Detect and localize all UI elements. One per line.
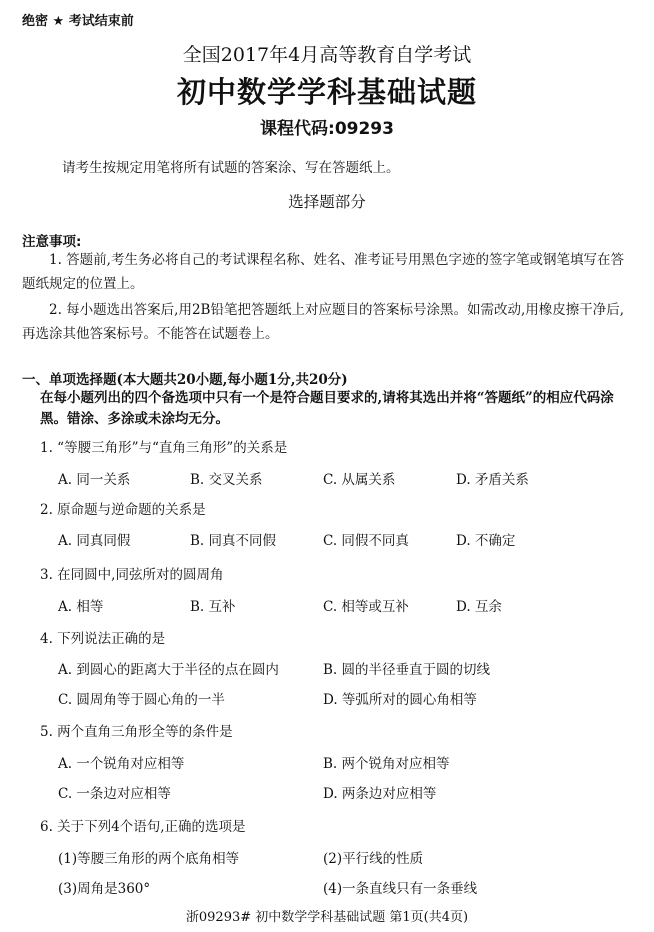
option-c: C. 从属关系 xyxy=(323,472,396,488)
confidential-mark: 绝密 ★ 考试结束前 xyxy=(22,14,134,29)
option-d: D. 互余 xyxy=(456,599,502,615)
note-item: 1. 答题前,考生务必将自己的考试课程名称、姓名、准考证号用黑色字迹的签字笔或钢笔填写在答题纸规定的位置上。 xyxy=(22,252,624,292)
option-a: A. 相等 xyxy=(58,599,104,615)
question-stem: 4. 下列说法正确的是 xyxy=(40,631,166,647)
option-a: A. 一个锐角对应相等 xyxy=(58,756,185,772)
part-heading: 一、单项选择题(本大题共20小题,每小题1分,共20分) xyxy=(22,372,348,388)
option-d: D. 不确定 xyxy=(456,533,516,549)
option-a: A. 到圆心的距离大于半径的点在圆内 xyxy=(58,662,279,678)
option-d: D. 等弧所对的圆心角相等 xyxy=(323,692,477,708)
option-b: B. 两个锐角对应相等 xyxy=(323,756,450,772)
question-stem: 6. 关于下列4个语句,正确的选项是 xyxy=(40,819,246,835)
option-a: A. 同真同假 xyxy=(58,533,131,549)
subject-title: 初中数学学科基础试题 xyxy=(176,75,477,109)
question-stem: 2. 原命题与逆命题的关系是 xyxy=(40,502,206,518)
option-c: C. 同假不同真 xyxy=(323,533,409,549)
option-c: C. 一条边对应相等 xyxy=(58,786,171,802)
exam-title: 全国2017年4月高等教育自学考试 xyxy=(182,44,472,66)
page-footer: 浙09293# 初中数学学科基础试题 第1页(共4页) xyxy=(185,910,469,925)
option-b: B. 交叉关系 xyxy=(190,472,263,488)
statement-4: (4)一条直线只有一条垂线 xyxy=(323,881,478,897)
statement-2: (2)平行线的性质 xyxy=(323,851,424,867)
option-d: D. 两条边对应相等 xyxy=(323,786,437,802)
option-b: B. 同真不同假 xyxy=(190,533,277,549)
question-stem: 1. “等腰三角形”与“直角三角形”的关系是 xyxy=(40,440,288,456)
question-stem: 5. 两个直角三角形全等的条件是 xyxy=(40,724,233,740)
option-b: B. 圆的半径垂直于圆的切线 xyxy=(323,662,491,678)
option-b: B. 互补 xyxy=(190,599,236,615)
part-description: 在每小题列出的四个备选项中只有一个是符合题目要求的,请将其选出并将“答题纸”的相应代码涂黑。错涂、多涂或未涂均无分。 xyxy=(40,390,614,427)
general-instruction: 请考生按规定用笔将所有试题的答案涂、写在答题纸上。 xyxy=(62,160,400,176)
option-c: C. 相等或互补 xyxy=(323,599,409,615)
question-stem: 3. 在同圆中,同弦所对的圆周角 xyxy=(40,567,224,583)
statement-1: (1)等腰三角形的两个底角相等 xyxy=(58,851,240,867)
option-c: C. 圆周角等于圆心角的一半 xyxy=(58,692,225,708)
section-title: 选择题部分 xyxy=(288,193,366,211)
option-a: A. 同一关系 xyxy=(58,472,131,488)
statement-3: (3)周角是360° xyxy=(58,881,151,897)
notes-heading: 注意事项: xyxy=(22,234,82,250)
note-item: 2. 每小题选出答案后,用2B铅笔把答题纸上对应题目的答案标号涂黑。如需改动,用橡皮擦干净后,再选涂其他答案标号。不能答在试题卷上。 xyxy=(22,302,625,342)
option-d: D. 矛盾关系 xyxy=(456,472,529,488)
course-code: 课程代码:09293 xyxy=(260,119,394,139)
